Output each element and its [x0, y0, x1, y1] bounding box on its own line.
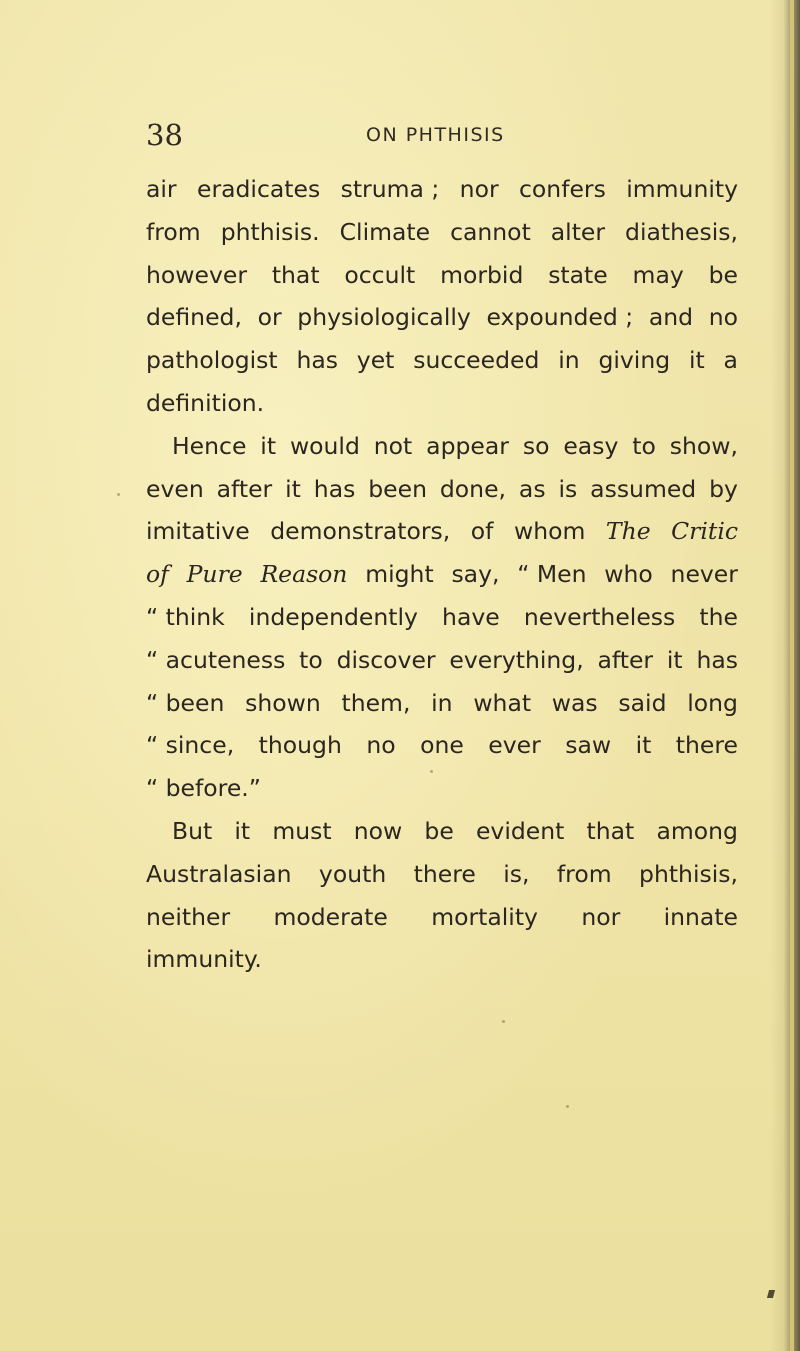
- word: by: [709, 474, 738, 503]
- running-title: ON PHTHISIS: [366, 124, 505, 146]
- paper-speck: [502, 1020, 505, 1023]
- word: occult: [344, 260, 416, 289]
- word: defined,: [146, 303, 242, 332]
- word: discover: [336, 645, 436, 674]
- text-line: [146, 339, 738, 382]
- word: not: [373, 431, 413, 460]
- word: everything,: [449, 645, 584, 674]
- italic-word: Pure: [186, 560, 243, 589]
- word: immunity.: [146, 945, 262, 974]
- word: “ been: [146, 688, 225, 717]
- word: innate: [663, 902, 738, 931]
- word: of: [470, 517, 494, 546]
- text-line: [146, 938, 738, 981]
- word: it: [285, 474, 301, 503]
- text-line: [146, 896, 738, 939]
- word: Hence: [172, 431, 247, 460]
- word: neither: [146, 902, 231, 931]
- text-line: [146, 254, 738, 297]
- word: definition.: [146, 388, 265, 417]
- word: might: [365, 560, 434, 589]
- word: who: [604, 560, 653, 589]
- word: “ acuteness: [146, 645, 286, 674]
- italic-word: Critic: [671, 517, 738, 546]
- word: what: [473, 688, 532, 717]
- word: Australasian: [146, 859, 292, 888]
- word: pathologist: [146, 346, 278, 375]
- word: morbid: [440, 260, 524, 289]
- word: even: [146, 474, 204, 503]
- word: be: [708, 260, 738, 289]
- word: saw: [565, 731, 612, 760]
- word: cannot: [450, 217, 531, 246]
- word: however: [146, 260, 247, 289]
- word: “ before.”: [146, 774, 261, 803]
- word: done,: [439, 474, 507, 503]
- word: after: [216, 474, 273, 503]
- word: in: [558, 346, 580, 375]
- word: nor: [581, 902, 621, 931]
- word: alter: [550, 217, 606, 246]
- italic-word: of: [146, 560, 169, 589]
- text-line: [146, 810, 738, 853]
- word: there: [675, 731, 738, 760]
- word: easy: [563, 431, 619, 460]
- paper-speck: [566, 1105, 569, 1108]
- word: from: [146, 217, 201, 246]
- text-line: [146, 425, 738, 468]
- word: in: [431, 688, 453, 717]
- page-edge-line: [790, 0, 794, 1351]
- text-line: [146, 553, 738, 596]
- word: is,: [503, 859, 530, 888]
- word: it: [688, 346, 705, 375]
- text-line: [146, 296, 738, 339]
- word: the: [699, 602, 738, 631]
- text-line: [146, 211, 738, 254]
- word: moderate: [273, 902, 388, 931]
- text-line: [146, 382, 738, 425]
- word: “ Men: [517, 560, 587, 589]
- word: assumed: [590, 474, 697, 503]
- page-edge-shadow: [770, 0, 800, 1351]
- word: appear: [426, 431, 509, 460]
- word: demonstrators,: [270, 517, 451, 546]
- word: was: [551, 688, 598, 717]
- word: there: [413, 859, 476, 888]
- italic-word: The: [605, 517, 651, 546]
- word: nor: [459, 175, 499, 203]
- word: among: [656, 816, 738, 845]
- word: that: [586, 816, 635, 845]
- word: state: [548, 260, 608, 289]
- word: have: [442, 602, 500, 631]
- word: independently: [248, 602, 418, 631]
- word: mortality: [431, 902, 538, 931]
- word: it: [260, 431, 277, 460]
- word: so: [522, 431, 550, 460]
- page-number: 38: [146, 118, 183, 152]
- word: one: [420, 731, 464, 760]
- word: must: [272, 816, 332, 845]
- word: struma ;: [340, 175, 440, 203]
- word: or: [257, 303, 282, 332]
- word: may: [632, 260, 684, 289]
- word: now: [353, 816, 403, 845]
- word: a: [723, 346, 738, 375]
- word: no: [708, 303, 738, 332]
- word: shown: [245, 688, 321, 717]
- word: that: [271, 260, 320, 289]
- word: imitative: [146, 517, 250, 546]
- word: it: [666, 645, 683, 674]
- word: and: [648, 303, 694, 332]
- word: “ think: [146, 602, 225, 631]
- word: air: [146, 175, 177, 203]
- word: be: [424, 816, 454, 845]
- word: ever: [488, 731, 541, 760]
- word: confers: [519, 175, 606, 203]
- word: But: [172, 816, 213, 845]
- running-head: [146, 117, 736, 153]
- word: no: [366, 731, 396, 760]
- word: youth: [318, 859, 387, 888]
- word: giving: [598, 346, 671, 375]
- word: it: [635, 731, 652, 760]
- word: say,: [451, 560, 500, 589]
- word: never: [670, 560, 738, 589]
- word: to: [299, 645, 323, 674]
- word: Climate: [339, 217, 431, 246]
- word: physiologically: [297, 303, 471, 332]
- word: phthisis.: [220, 217, 320, 246]
- word: eradicates: [196, 175, 321, 203]
- word: immunity: [626, 175, 738, 203]
- word: them,: [341, 688, 411, 717]
- word: long: [687, 688, 738, 717]
- italic-word: Reason: [260, 560, 348, 589]
- word: nevertheless: [523, 602, 676, 631]
- text-line: [146, 639, 738, 682]
- word: whom: [513, 517, 586, 546]
- text-line: [146, 596, 738, 639]
- text-line: [146, 510, 738, 553]
- text-line: [146, 853, 738, 896]
- word: expounded ;: [486, 303, 634, 332]
- word: after: [597, 645, 654, 674]
- word: phthisis,: [639, 859, 738, 888]
- text-line: [146, 682, 738, 725]
- word: said: [618, 688, 667, 717]
- word: would: [289, 431, 360, 460]
- word: from: [556, 859, 612, 888]
- paper-speck: [117, 493, 120, 496]
- text-line: [146, 767, 738, 810]
- text-line: [146, 468, 738, 511]
- word: as: [518, 474, 546, 503]
- word: has: [296, 346, 338, 375]
- body-text: [146, 168, 738, 981]
- word: been: [368, 474, 427, 503]
- word: though: [258, 731, 342, 760]
- word: it: [234, 816, 251, 845]
- word: diathesis,: [625, 217, 738, 246]
- word: to: [632, 431, 656, 460]
- word: yet: [356, 346, 395, 375]
- text-line: [146, 168, 738, 211]
- word: is: [558, 474, 578, 503]
- word: “ since,: [146, 731, 235, 760]
- word: evident: [475, 816, 565, 845]
- paper-speck: [430, 770, 433, 773]
- text-line: [146, 724, 738, 767]
- word: has: [313, 474, 356, 503]
- word: show,: [669, 431, 738, 460]
- word: succeeded: [413, 346, 540, 375]
- word: has: [696, 645, 738, 674]
